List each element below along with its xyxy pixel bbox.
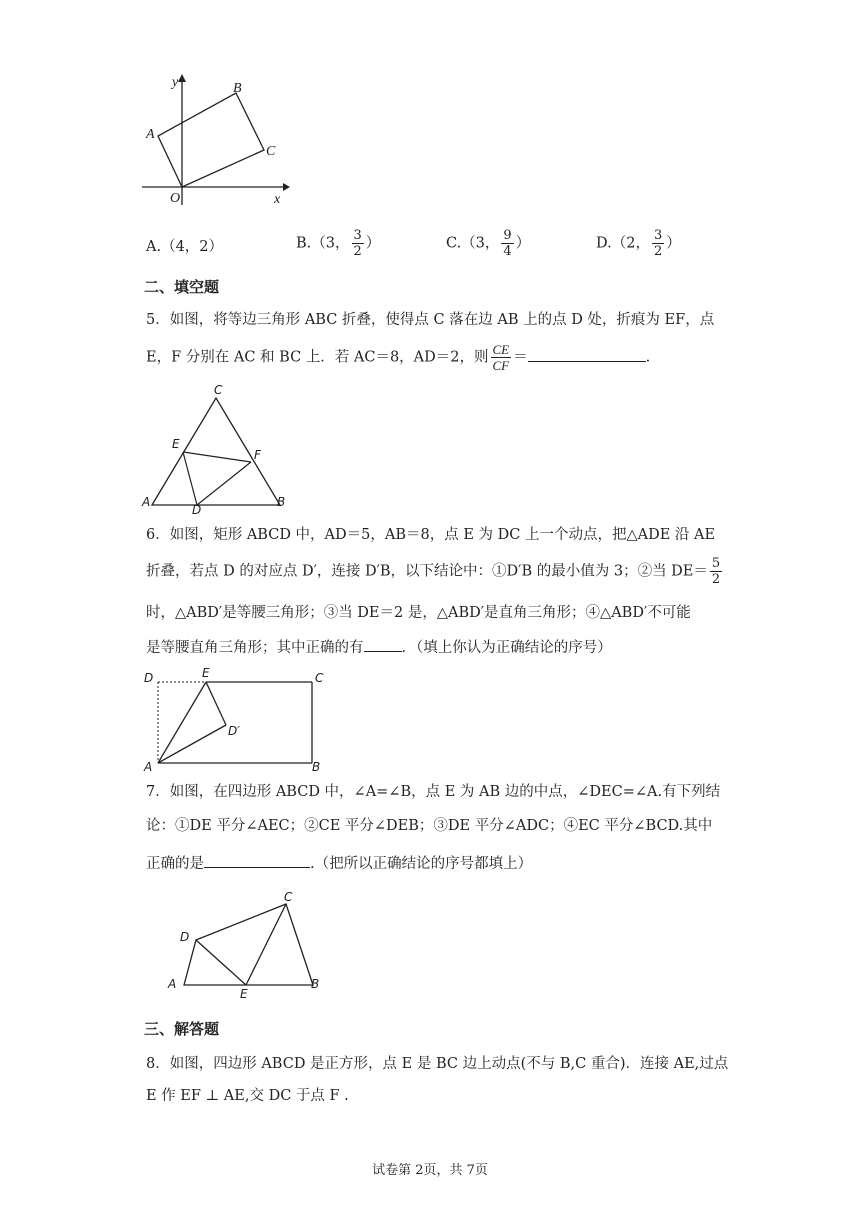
point-e-label: E xyxy=(202,666,210,680)
x-axis-label: x xyxy=(274,192,281,207)
point-c-label: C xyxy=(266,144,276,159)
point-d-prime-label: D′ xyxy=(228,724,240,738)
point-d-label: D xyxy=(144,671,154,685)
q8-line1: 8．如图，四边形 ABCD 是正方形，点 E 是 BC 边上动点(不与 B,C 重合)．连接 AE,过点 xyxy=(146,1056,729,1072)
q6-answer-blank[interactable] xyxy=(364,637,402,652)
point-b-label: B xyxy=(277,495,286,509)
q6-line2: 折叠，若点 D 的对应点 D′，连接 D′B，以下结论中：①D′B 的最小值为 3；②当 DE＝ $\frac{5}{2}$ xyxy=(146,556,721,587)
point-b-label: B xyxy=(311,977,320,991)
q7-line1: 7．如图，在四边形 ABCD 中，∠A=∠B，点 E 为 AB 边的中点，∠DEC=∠A.有下列结 xyxy=(146,784,721,800)
point-e-label: E xyxy=(172,437,180,451)
figure-coordinate-rectangle xyxy=(140,70,300,210)
section-solution-heading: 三、解答题 xyxy=(144,1020,220,1038)
q6-line4: 是等腰直角三角形；其中正确的有 ．（填上你认为正确结论的序号） xyxy=(146,637,612,657)
point-f-label: F xyxy=(254,448,261,462)
option-c: C.（3， $\frac{9}{4}$ ） xyxy=(446,228,531,259)
point-e-label: E xyxy=(240,987,248,1001)
q7-line2: 论：①DE 平分∠AEC；②CE 平分∠DEB；③DE 平分∠ADC；④EC 平分∠BCD.其中 xyxy=(146,818,713,834)
point-b-label: B xyxy=(233,81,242,96)
origin-label: O xyxy=(170,191,181,206)
point-c-label: C xyxy=(214,383,223,397)
q6-line3: 时，△ABD′是等腰三角形；③当 DE＝2 是，△ABD′是直角三角形；④△ABD′不可能 xyxy=(146,605,691,621)
figure-folded-rectangle xyxy=(140,665,330,777)
point-a-label: A xyxy=(146,127,155,142)
q5-line1: 5．如图，将等边三角形 ABC 折叠，使得点 C 落在边 AB 上的点 D 处，折痕为 EF，点 xyxy=(146,312,715,328)
section-fill-in-heading: 二、填空题 xyxy=(144,278,220,296)
option-b: B.（3， $\frac{3}{2}$ ） xyxy=(296,228,381,259)
q5-line2: E，F 分别在 AC 和 BC 上．若 AC＝8，AD＝2，则 $\frac{CE}{CF}$ ＝ . xyxy=(146,342,651,373)
point-c-label: C xyxy=(284,890,293,904)
point-a-label: A xyxy=(144,760,153,774)
point-a-label: A xyxy=(168,977,177,991)
point-c-label: C xyxy=(315,671,324,685)
y-axis-label: y xyxy=(172,75,179,90)
point-b-label: B xyxy=(312,760,321,774)
q6-line1: 6．如图，矩形 ABCD 中，AD＝5，AB＝8，点 E 为 DC 上一个动点，把△ADE 沿 AE xyxy=(146,527,716,543)
q8-line2: E 作 EF ⊥ AE,交 DC 于点 F . xyxy=(146,1088,349,1104)
point-a-label: A xyxy=(142,495,151,509)
point-d-label: D xyxy=(192,503,202,515)
q5-answer-blank[interactable] xyxy=(528,347,646,362)
figure-folded-triangle xyxy=(140,380,300,515)
option-a: A.（4，2） xyxy=(146,239,224,255)
figure-quadrilateral xyxy=(160,890,335,1002)
page-footer: 试卷第 2页，共 7页 xyxy=(372,1163,488,1178)
q7-answer-blank[interactable] xyxy=(204,853,310,868)
option-d: D.（2， $\frac{3}{2}$ ） xyxy=(596,228,681,259)
q7-line3: 正确的是 .（把所以正确结论的序号都填上） xyxy=(146,853,532,873)
point-d-label: D xyxy=(180,930,190,944)
